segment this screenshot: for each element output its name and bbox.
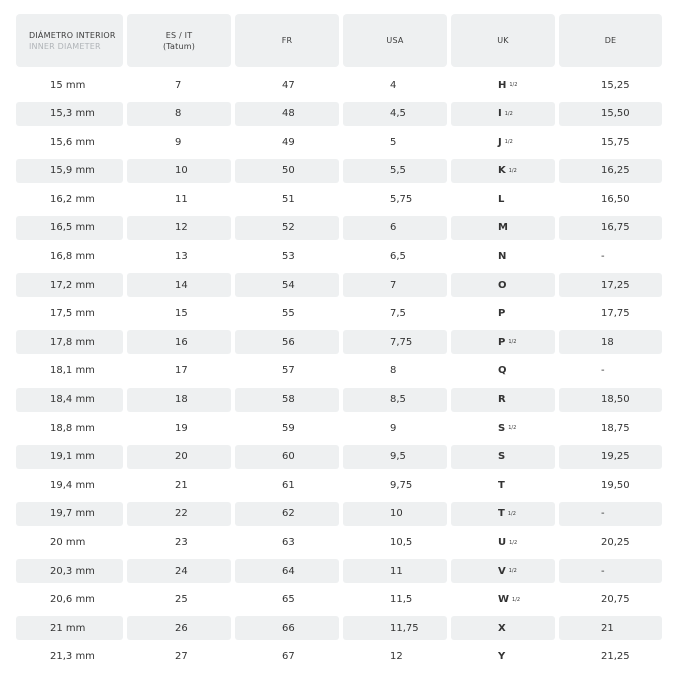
cell-fr: 55	[282, 308, 295, 320]
cell-es-it: 23	[175, 537, 188, 548]
cell-fr: 48	[235, 102, 339, 126]
cell-uk	[451, 245, 555, 269]
cell-uk	[451, 187, 555, 211]
cell-diameter: 15,6 mm	[50, 136, 95, 148]
cell-es-it: 19	[175, 422, 188, 434]
header-diameter-en: INNER DIAMETER	[29, 41, 101, 51]
cell-usa: 11,5	[390, 594, 413, 606]
cell-es-it: 25	[175, 594, 188, 606]
cell-uk	[451, 130, 555, 154]
cell-es-it: 13	[175, 251, 188, 263]
uk-letter: S	[498, 451, 506, 463]
cell-usa: 9,5	[343, 445, 447, 469]
uk-letter: P	[498, 336, 506, 348]
cell-diameter: 20 mm	[50, 537, 86, 548]
cell-usa: 8,5	[343, 388, 447, 412]
cell-diameter: 18,1 mm	[50, 365, 95, 377]
table-row	[16, 531, 666, 555]
cell-diameter: 15,9 mm	[16, 159, 123, 183]
cell-uk	[451, 302, 555, 326]
table-row	[16, 245, 666, 269]
cell-es-it: 24	[127, 559, 231, 583]
table-row	[16, 559, 666, 583]
cell-diameter: 19,4 mm	[50, 479, 95, 491]
cell-usa: 5,75	[390, 193, 413, 205]
cell-uk	[451, 588, 555, 612]
cell-uk	[451, 531, 555, 555]
cell-usa: 5	[390, 136, 397, 148]
table-row	[16, 616, 666, 640]
cell-de: 18,50	[559, 388, 662, 412]
cell-es-it: 9	[175, 136, 182, 148]
uk-half-fraction: 1/2	[508, 568, 517, 575]
table-row	[16, 273, 666, 297]
uk-letter: U	[498, 537, 507, 548]
cell-usa: 11,75	[343, 616, 447, 640]
cell-diameter: 17,2 mm	[16, 273, 123, 297]
cell-uk	[451, 445, 555, 469]
header-uk-label: UK	[497, 36, 509, 45]
cell-uk	[451, 102, 555, 126]
uk-letter: L	[498, 193, 505, 205]
cell-es-it: 21	[175, 479, 188, 491]
cell-uk	[451, 416, 555, 440]
cell-fr: 67	[282, 651, 295, 663]
table-row	[16, 502, 666, 526]
table-row	[16, 130, 666, 154]
header-diameter	[16, 14, 123, 67]
cell-uk	[451, 388, 555, 412]
cell-de: 20,75	[601, 594, 630, 606]
cell-fr: 65	[282, 594, 295, 606]
cell-usa: 10	[343, 502, 447, 526]
table-body	[16, 73, 666, 669]
uk-letter: M	[498, 222, 508, 234]
cell-es-it: 11	[175, 193, 188, 205]
cell-uk	[451, 359, 555, 383]
table-row	[16, 73, 666, 97]
uk-letter: R	[498, 394, 506, 406]
cell-es-it: 15	[175, 308, 188, 320]
uk-letter: W	[498, 594, 510, 606]
cell-es-it: 26	[127, 616, 231, 640]
cell-de: 18,75	[601, 422, 630, 434]
cell-de: 21,25	[601, 651, 630, 663]
cell-de: 18	[559, 330, 662, 354]
table-row	[16, 359, 666, 383]
table-row	[16, 330, 666, 354]
cell-usa: 6,5	[390, 251, 406, 263]
cell-de: 16,75	[559, 216, 662, 240]
header-usa-label: USA	[386, 36, 404, 45]
uk-letter: Y	[498, 651, 506, 663]
cell-de: 21	[559, 616, 662, 640]
cell-fr: 62	[235, 502, 339, 526]
cell-es-it: 7	[175, 79, 182, 91]
cell-de: 17,25	[559, 273, 662, 297]
cell-usa: 12	[390, 651, 403, 663]
cell-diameter: 19,1 mm	[16, 445, 123, 469]
header-es-it	[127, 14, 231, 67]
cell-uk	[451, 330, 555, 354]
uk-half-fraction: 1/2	[508, 339, 517, 346]
cell-fr: 52	[235, 216, 339, 240]
cell-usa: 10,5	[390, 537, 413, 548]
cell-es-it: 20	[127, 445, 231, 469]
cell-usa: 5,5	[343, 159, 447, 183]
cell-es-it: 16	[127, 330, 231, 354]
cell-diameter: 20,6 mm	[50, 594, 95, 606]
uk-letter: Q	[498, 365, 507, 377]
table-row	[16, 588, 666, 612]
cell-de: -	[559, 559, 662, 583]
header-de	[559, 14, 662, 67]
cell-de: -	[601, 251, 605, 263]
cell-diameter: 16,5 mm	[16, 216, 123, 240]
cell-fr: 64	[235, 559, 339, 583]
cell-diameter: 15,3 mm	[16, 102, 123, 126]
cell-de: -	[601, 365, 605, 377]
uk-letter: V	[498, 565, 506, 577]
table-row	[16, 216, 666, 240]
cell-es-it: 10	[127, 159, 231, 183]
cell-uk	[451, 559, 555, 583]
header-diameter-es: DIÁMETRO INTERIOR	[29, 30, 116, 40]
cell-es-it: 22	[127, 502, 231, 526]
table-row	[16, 187, 666, 211]
uk-letter: T	[498, 508, 505, 520]
cell-diameter: 19,7 mm	[16, 502, 123, 526]
cell-usa: 9,75	[390, 479, 413, 491]
cell-diameter: 16,2 mm	[50, 193, 95, 205]
cell-diameter: 20,3 mm	[16, 559, 123, 583]
cell-fr: 57	[282, 365, 295, 377]
table-row	[16, 445, 666, 469]
ring-size-table	[16, 14, 666, 673]
cell-usa: 4	[390, 79, 397, 91]
cell-uk	[451, 502, 555, 526]
cell-uk	[451, 159, 555, 183]
cell-fr: 50	[235, 159, 339, 183]
cell-de: -	[559, 502, 662, 526]
uk-letter: P	[498, 308, 506, 320]
uk-half-fraction: 1/2	[509, 539, 518, 546]
table-row	[16, 416, 666, 440]
cell-diameter: 16,8 mm	[50, 251, 95, 263]
cell-es-it: 17	[175, 365, 188, 377]
cell-usa: 7	[343, 273, 447, 297]
cell-usa: 9	[390, 422, 397, 434]
cell-usa: 4,5	[343, 102, 447, 126]
uk-letter: O	[498, 279, 507, 291]
cell-diameter: 21 mm	[16, 616, 123, 640]
cell-fr: 60	[235, 445, 339, 469]
uk-letter: X	[498, 622, 506, 634]
uk-letter: K	[498, 165, 506, 177]
cell-uk	[451, 216, 555, 240]
cell-usa: 8	[390, 365, 397, 377]
cell-fr: 47	[282, 79, 295, 91]
uk-letter: S	[498, 422, 506, 434]
cell-de: 19,50	[601, 479, 630, 491]
cell-fr: 66	[235, 616, 339, 640]
cell-usa: 6	[343, 216, 447, 240]
header-es-it-label: ES / IT	[165, 30, 193, 40]
uk-half-fraction: 1/2	[509, 82, 518, 88]
uk-letter: J	[498, 136, 502, 148]
cell-uk	[451, 645, 555, 669]
uk-letter: I	[498, 108, 502, 120]
cell-fr: 49	[282, 136, 295, 148]
cell-fr: 53	[282, 251, 295, 263]
cell-diameter: 18,4 mm	[16, 388, 123, 412]
cell-de: 17,75	[601, 308, 630, 320]
table-row	[16, 473, 666, 497]
cell-es-it: 27	[175, 651, 188, 663]
header-usa	[343, 14, 447, 67]
cell-uk	[451, 73, 555, 97]
uk-half-fraction: 1/2	[512, 596, 521, 603]
cell-fr: 59	[282, 422, 295, 434]
cell-de: 15,75	[601, 136, 630, 148]
header-row	[16, 14, 666, 67]
header-es-it-sub: (Tatum)	[162, 41, 196, 51]
cell-uk	[451, 273, 555, 297]
table-row	[16, 159, 666, 183]
uk-letter: T	[498, 479, 505, 491]
cell-fr: 54	[235, 273, 339, 297]
cell-es-it: 18	[127, 388, 231, 412]
cell-diameter: 17,5 mm	[50, 308, 95, 320]
cell-uk	[451, 616, 555, 640]
cell-fr: 58	[235, 388, 339, 412]
table-row	[16, 645, 666, 669]
uk-letter: H	[498, 79, 507, 91]
table-row	[16, 302, 666, 326]
uk-half-fraction: 1/2	[508, 425, 517, 432]
cell-fr: 63	[282, 537, 295, 548]
cell-es-it: 8	[127, 102, 231, 126]
table-row	[16, 102, 666, 126]
cell-diameter: 18,8 mm	[50, 422, 95, 434]
uk-half-fraction: 1/2	[507, 510, 516, 517]
header-fr	[235, 14, 339, 67]
cell-usa: 7,5	[390, 308, 406, 320]
cell-de: 15,50	[559, 102, 662, 126]
uk-half-fraction: 1/2	[504, 110, 513, 117]
cell-de: 15,25	[601, 79, 630, 91]
cell-usa: 7,75	[343, 330, 447, 354]
uk-half-fraction: 1/2	[504, 139, 513, 146]
cell-fr: 56	[235, 330, 339, 354]
uk-letter: N	[498, 251, 507, 263]
cell-de: 16,50	[601, 193, 630, 205]
cell-de: 16,25	[559, 159, 662, 183]
cell-es-it: 14	[127, 273, 231, 297]
cell-es-it: 12	[127, 216, 231, 240]
uk-half-fraction: 1/2	[508, 167, 517, 174]
cell-fr: 51	[282, 193, 295, 205]
cell-diameter: 21,3 mm	[50, 651, 95, 663]
cell-uk	[451, 473, 555, 497]
cell-de: 19,25	[559, 445, 662, 469]
cell-diameter: 15 mm	[50, 79, 86, 91]
cell-diameter: 17,8 mm	[16, 330, 123, 354]
cell-de: 20,25	[601, 537, 630, 548]
table-row	[16, 388, 666, 412]
header-de-label: DE	[604, 36, 617, 45]
header-fr-label: FR	[281, 36, 293, 45]
cell-usa: 11	[343, 559, 447, 583]
cell-fr: 61	[282, 479, 295, 491]
header-uk	[451, 14, 555, 67]
